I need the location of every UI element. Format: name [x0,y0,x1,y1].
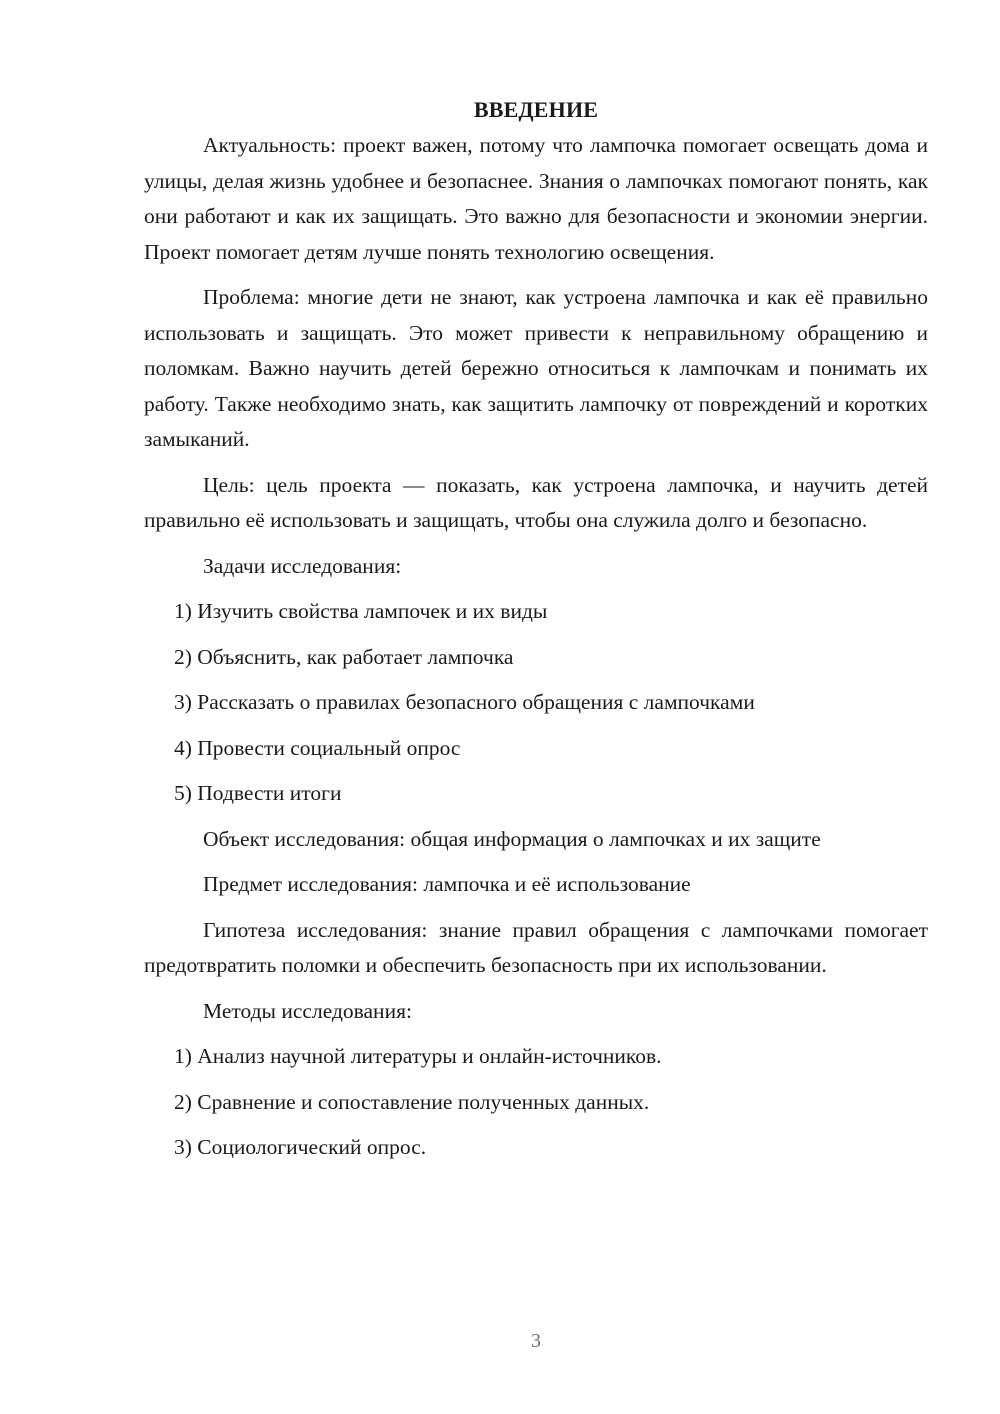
task-item: 5) Подвести итоги [174,781,342,805]
method-item: 1) Анализ научной литературы и онлайн-источников. [174,1044,662,1068]
goal-paragraph: Цель: цель проекта — показать, как устроена лампочка, и научить детей правильно её использовать и защищать, чтобы она служила долго и безопасно. [144,472,928,532]
task-item: 1) Изучить свойства лампочек и их виды [174,599,548,623]
hypothesis-paragraph: Гипотеза исследования: знание правил обращения с лампочками помогает предотвратить поломки и обеспечить безопасность при их использовании. [144,917,928,977]
task-item: 4) Провести социальный опрос [174,735,461,760]
section-title: ВВЕДЕНИЕ [473,97,599,122]
method-item: 2) Сравнение и сопоставление полученных данных. [174,1089,650,1114]
subject-line: Предмет исследования: лампочка и её использование [203,872,691,896]
problem-paragraph: Проблема: многие дети не знают, как устроена лампочка и как её правильно использовать и защищать. Это может привести к неправильному обращению и поломкам. Важно научить детей бережно относиться к лампочкам и понимать их работу. Также необходимо знать, как защитить лампочку от повреждений и коротких замыканий. [144,285,928,451]
page-number: 3 [531,1330,541,1352]
object-line: Объект исследования: общая информация о лампочках и их защите [203,826,821,851]
relevance-paragraph: Актуальность: проект важен, потому что лампочка помогает освещать дома и улицы, делая жизнь удобнее и безопаснее. Знания о лампочках помогают понять, как они работают и как их защищать. Это важно для безопасности и экономии энергии. Проект помогает детям лучше понять технологию освещения. [144,133,928,264]
tasks-heading: Задачи исследования: [203,553,402,578]
task-item: 3) Рассказать о правилах безопасного обращения с лампочками [174,690,755,714]
method-item: 3) Социологический опрос. [174,1135,427,1159]
methods-heading: Методы исследования: [203,998,412,1023]
document-page [144,92,928,1166]
task-item: 2) Объяснить, как работает лампочка [174,644,514,669]
